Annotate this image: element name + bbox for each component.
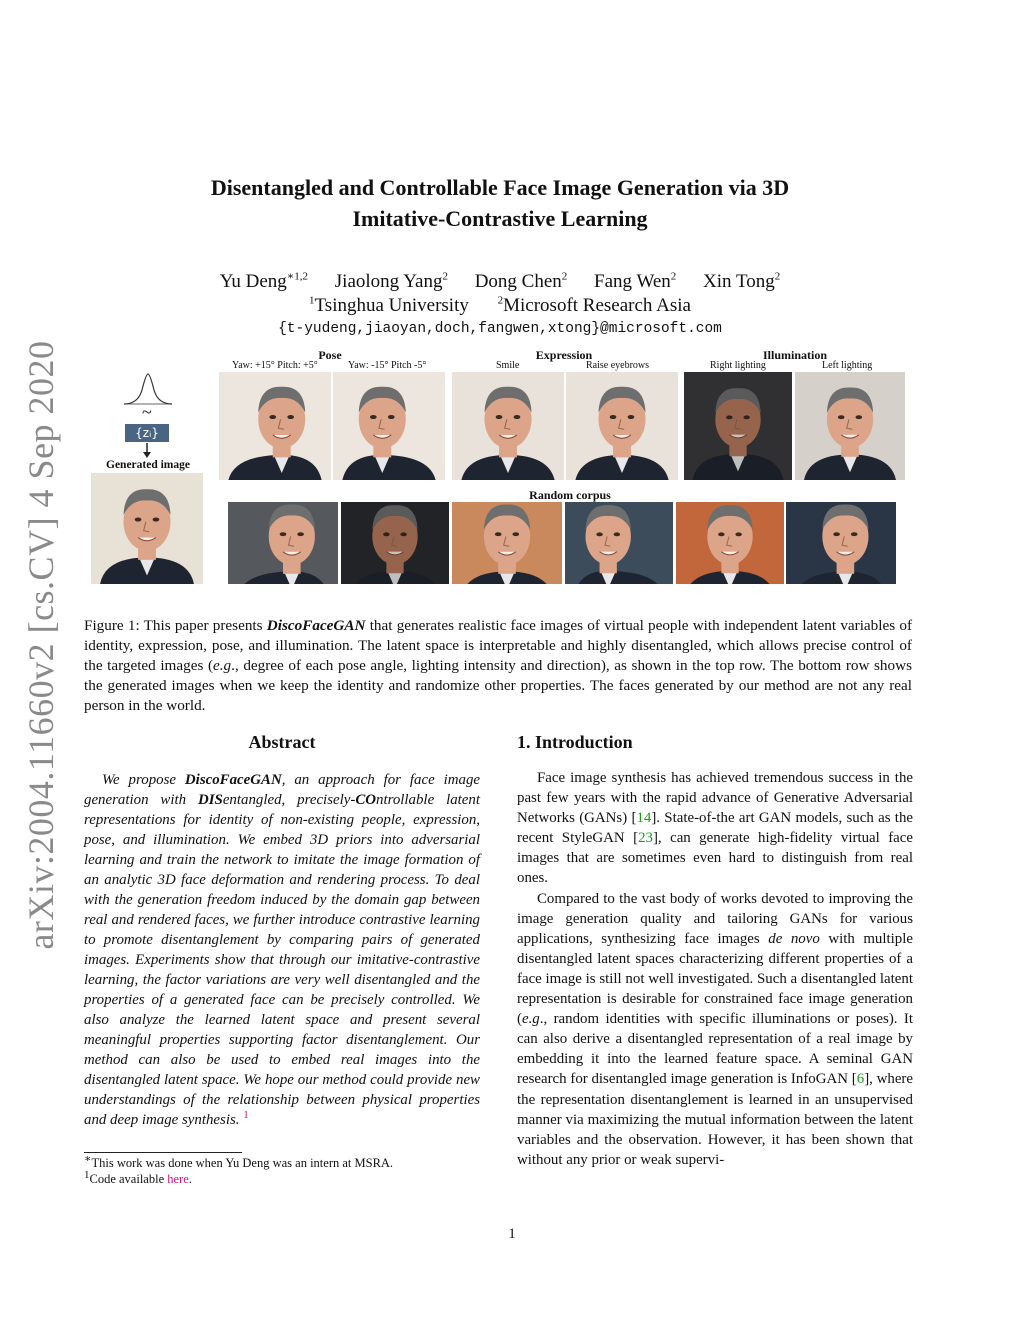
face-random-5 [676,502,784,584]
face-illum-left [795,372,905,480]
face-portrait [566,372,678,480]
citation-link[interactable]: 14 [636,810,652,827]
face-illum-right [684,372,792,480]
citation-link[interactable]: 6 [856,1071,865,1088]
latent-label: {zᵢ} [135,426,159,440]
title-line-1: Disentangled and Controllable Face Image Generation via 3D [210,175,790,200]
caption-pose-1: Yaw: +15° Pitch: +5° [232,360,318,371]
citation-link[interactable]: 23 [638,830,653,847]
caption-illum-2: Left lighting [822,360,873,371]
author: Xin Tong$^2$ [703,270,781,292]
author: Dong Chen$^2$ [474,270,568,292]
caption-pose-2: Yaw: -15° Pitch -5° [348,360,427,371]
caption-expr-2: Raise eyebrows [586,360,650,371]
author: Yu Deng$^{∗1,2}$ [219,270,309,292]
affiliations [120,294,880,318]
intro-paragraph-2: Compared to the vast body of works devoted to improving the image generation quality and tailoring GANs for various applications, synthesizing face images de novo with multiple disentangled latent spaces characterizing different properties of a face image is still not well investigated. Such a disentangled latent representation is desirable for constrained face image generation (e.g., random identities with specific illuminations or poses). It can also derive a disentangled representation of a real image by embedding it into the learned feature space. A seminal GAN research for disentangled image generation is InfoGAN [6], where the representation disentanglement is learned in an unsupervised manner via maximizing the mutual information between the latent variables and the observation. However, it has been shown that without any prior or weak supervi- [517,890,914,1168]
face-portrait [786,502,896,584]
intro-paragraph-1: Face image synthesis has achieved tremendous success in the past few years with the rapid advance of Generative Adversarial Networks (GANs) [14]. State-of-the art GAN models, such as the recent StyleGAN [23], can generate high-fidelity virtual face images that are sometimes even hard to distinguish from real ones. [517,770,913,887]
tilde-symbol: ~ [142,402,152,422]
group-illumination: Illumination [762,348,828,362]
title-line-2: Imitative-Contrastive Learning [352,206,648,231]
arxiv-stamp [12,340,70,950]
face-portrait [795,372,905,480]
face-portrait [565,502,673,584]
paper-title [120,172,880,234]
face-random-4 [565,502,673,584]
footnote-1: ∗This work was done when Yu Deng was an intern at MSRA. [84,1152,394,1170]
caption-expr-1: Smile [496,360,520,371]
intro-body [517,768,913,1170]
face-portrait [684,372,792,480]
arrow-down-icon [141,443,153,459]
face-portrait [333,372,445,480]
page-number: 1 [508,1226,516,1242]
caption-illum-1: Right lighting [710,360,766,371]
author: Fang Wen$^2$ [594,270,677,292]
face-portrait [452,502,562,584]
face-portrait [452,372,564,480]
face-portrait [676,502,784,584]
figure-caption: Figure 1: This paper presents DiscoFaceGAN that generates realistic face images of virtual people with independent latent variables of identity, expression, pose, and illumination. The latent space is interpretable and highly disentangled, which allows precise control of the targeted images (e.g., degree of each pose angle, lighting intensity and direction), as shown in the top row. The bottom row shows the generated images when we keep the identity and randomize other properties. The faces generated by our method are not any real person in the world. [84,617,912,714]
face-pose-yaw-plus [219,372,331,480]
footnote-ref[interactable]: 1 [243,1109,249,1122]
face-random-1 [228,502,338,584]
latent-box [125,424,169,442]
group-random: Random corpus [529,488,611,502]
face-random-2 [341,502,449,584]
face-generated [91,473,203,584]
affiliation: $^2$Microsoft Research Asia [497,294,691,316]
face-portrait [341,502,449,584]
face-expr-eyebrows [566,372,678,480]
footnote-rule [84,1152,242,1153]
generated-label: Generated image [106,459,190,471]
author: Jiaolong Yang$^2$ [334,270,448,292]
abstract-body: We propose DiscoFaceGAN, an approach for face image generation with DISentangled, precisely-COntrollable latent representations for identity of non-existing people, expression, pose, and illumination. We embed 3D priors into adversarial learning and train the network to imitate the image formation of an analytic 3D face deformation and rendering process. To deal with the generation freedom induced by the domain gap between real and rendered faces, we further introduce contrastive learning to promote disentanglement by comparing pairs of generated images. Experiments show that through our imitative-contrastive learning, the factor variations are very well disentangled and the properties of a generated face can be precisely controlled. We also analyze the learned latent space and present several meaningful properties supporting factor disentanglement. Our method can also be used to embed real images into the disentangled latent space. We hope our method could provide new understandings of the relationship between physical properties and deep image synthesis. $^1$ [84,772,480,1128]
intro-heading: 1. Introduction [517,732,633,752]
face-pose-yaw-minus [333,372,445,480]
arxiv-stamp-text: arXiv:2004.11660v2 [cs.CV] 4 Sep 2020 [21,340,61,950]
face-random-6 [786,502,896,584]
face-portrait [219,372,331,480]
group-pose: Pose [318,348,342,362]
code-link[interactable]: here [167,1172,189,1186]
author-list [120,270,880,294]
face-portrait [91,473,203,584]
face-portrait [228,502,338,584]
face-random-3 [452,502,562,584]
abstract-heading: Abstract [248,732,316,752]
face-expr-smile [452,372,564,480]
author-email: {t-yudeng,jiaoyan,doch,fangwen,xtong}@microsoft.com [278,321,722,337]
footnote-2: $^1$Code available here. [84,1168,192,1186]
affiliation: $^1$Tsinghua University [309,294,469,316]
group-expression: Expression [535,348,593,362]
